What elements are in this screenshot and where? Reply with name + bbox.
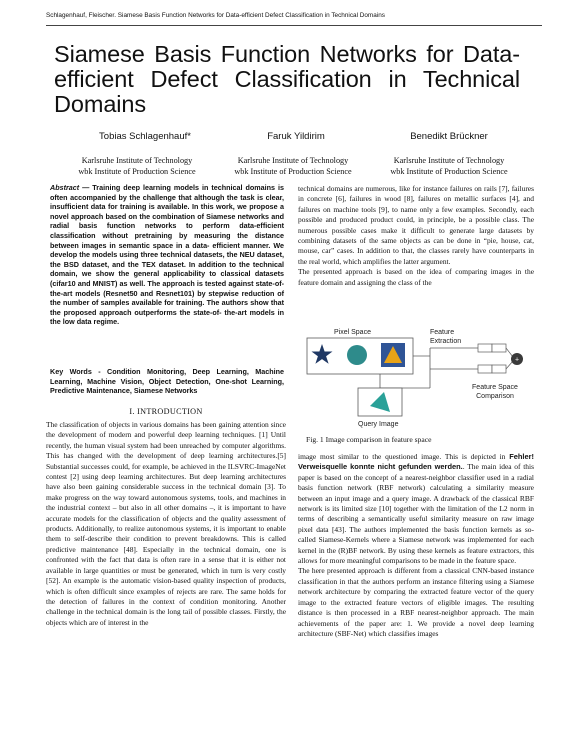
affiliation-line: Karlsruhe Institute of Technology (393, 156, 505, 165)
circle-icon (347, 345, 367, 365)
affiliation-line: wbk Institute of Production Science (234, 167, 352, 176)
abstract-text: Training deep learning models in technical domains is often accompanied by the challenge that although the task is clear, insufficient data for training is available. In this work, we propose a novel approach based on the combination of Siamese networks and radial basis function networks to perform data-efficient classification without pretraining by measuring the distance between images in semantic space in a data- efficient manner. We develop the models using three technical datasets, the NEU dataset, the BSD dataset, and the TEX dataset. In addition to the technical domain, we show the general applicability to classical datasets (cifar10 and MNIST) as well. The approach is tested against state-of-the-art models (Resnet50 and Resnet101) by stepwise reduction of the number of samples available for training. The authors show that the proposed approach outperforms the state-of- the-art models in the low data regime. (50, 183, 284, 327)
pixel-space-label: Pixel Space (334, 329, 371, 336)
broken-reference: Fehler! Verweisquelle konnte nicht gefunden werden. (298, 452, 534, 472)
body-paragraph (298, 452, 534, 566)
body-paragraph: The classification of objects in various domains has been gaining attention since the development of modern and powerful deep learning techniques. [1] Until recently, the human visual system had been unreached by computer algorithms. This has changed with the development of deep learning architectures.[5] Substantial successes could, for example, be achieved in the ILSVRC-ImageNet contest [2] using deep learning architectures. But deep learning architectures have also been gaining considerable success in the technical domain [3]. To make progress on the way toward autonomous systems, tools, and machines in the industrial context – but also in all other domains –, it is important to have accurate models for the classification of objects and the quality assessment of products. Additionally, to realize autonomous systems, it is important to enable them to self-describe their condition to prevent breakdowns. This is called predictive maintenance [48]. Especially in the technical domain, one is confronted with the fact that data is often rare in a sense that it is either not available in large quantities or must be generated, which in turn is very costly [52]. An example is the automatic vision-based quality inspection of products, which is often difficult since examples of rejects are rare. The same holds for the detection of failures in the context of condition monitoring. Another challenge in the technical domain is the long tail of possible classes. Firstly, the objects which are of interest in the (46, 420, 286, 627)
affiliation-line: Karlsruhe Institute of Technology (81, 156, 193, 165)
figure-diagram (306, 326, 530, 418)
body-paragraph: The presented approach is based on the idea of comparing images in the feature domain and assigning the class of the (298, 267, 534, 287)
figure-1 (306, 326, 530, 428)
body-text: . The main idea of this paper is based on the concept of a nearest-neighbor classifier used in a radial basis function network (RBF network) calculating a similarity measure between an input image and a query image. A drawback of the classical RBF network is its limited size [10] together with the limitation of the L2 norm in terms of describing a semantically useful similarity measure on raw image pixel data [43]. The authors implemented the basis function kernels as so-called Siamese-Kernels where a Siamese network was implemented for each kernel in the (R)BF network. By using these kernels as feature extractors, this allows for more meaningful comparisons to be made in the feature space. (298, 462, 534, 566)
abstract-lead: Abstract — (50, 183, 90, 192)
paper-title: Siamese Basis Function Networks for Data-efficient Defect Classification in Technical Domains (54, 41, 520, 117)
affiliation-line: wbk Institute of Production Science (390, 167, 508, 176)
intro-column-right-top (298, 184, 534, 288)
intro-column-left (46, 420, 286, 628)
connector-line (506, 348, 513, 357)
feature-extraction-label: Feature Extraction (430, 329, 462, 345)
author-name: Tobias Schlagenhauf* (99, 131, 191, 142)
feature-space-comparison-label: Feature Space Comparison (472, 384, 518, 400)
abstract (50, 183, 284, 327)
running-head: Schlagenhauf, Fleischer. Siamese Basis Function Networks for Data-efficient Defect Classification in Technical Domains (46, 12, 385, 19)
feature-vector-box (478, 344, 492, 352)
body-paragraph: The here presented approach is different from a classical CNN-based instance classification in that the authors perform an instance filtering using a Siamese network architecture by comparing the extracted feature vector of the query image to the extracted feature vectors of eligible images. The resulting distance is then processed in a RBF nearest-neighbor approach. The main achievements of the paper are: 1. We provide a novel deep learning architecture (SBF-Net) which classifies images (298, 566, 534, 638)
keywords: Key Words - Condition Monitoring, Deep Learning, Machine Learning, Machine Vision, Object Detection, One-shot Learning, Predictive Maintenance, Siamese Networks (50, 367, 284, 396)
intro-column-right-bottom (298, 452, 534, 639)
feature-vector-box (492, 365, 506, 373)
query-image-label: Query Image (358, 421, 399, 428)
author-affiliation (50, 155, 224, 177)
affiliation-line: Karlsruhe Institute of Technology (237, 156, 349, 165)
author-name: Faruk Yildirim (267, 131, 325, 142)
section-heading: I. INTRODUCTION (129, 407, 203, 416)
feature-vector-box (478, 365, 492, 373)
affiliation-line: wbk Institute of Production Science (78, 167, 196, 176)
feature-vector-box (492, 344, 506, 352)
figure-caption: Fig. 1 Image comparison in feature space (306, 435, 432, 444)
svg-text:+: + (514, 356, 520, 364)
header-divider (46, 25, 542, 26)
body-paragraph: technical domains are numerous, like for instance failures on rails [7], failures in concrete [6], failures in wood [8], failures on metallic surfaces [4], and failures on machine tools [9], to name only a few examples. Secondly, each possible and produced product could, in principle, be a possible class. The numerous possible cases make it difficult to generate large datasets by combining datasets of the same objects as can be done in “pie, house, cat, mouse, car” cases. In addition to that, the classes rarely have counterparts in the real world, which amplifies the latter argument. (298, 184, 534, 266)
author-affiliation (206, 155, 380, 177)
body-text: image most similar to the questioned image. This is depicted in (298, 452, 506, 461)
author-affiliation (362, 155, 536, 177)
author-name: Benedikt Brückner (410, 131, 488, 142)
